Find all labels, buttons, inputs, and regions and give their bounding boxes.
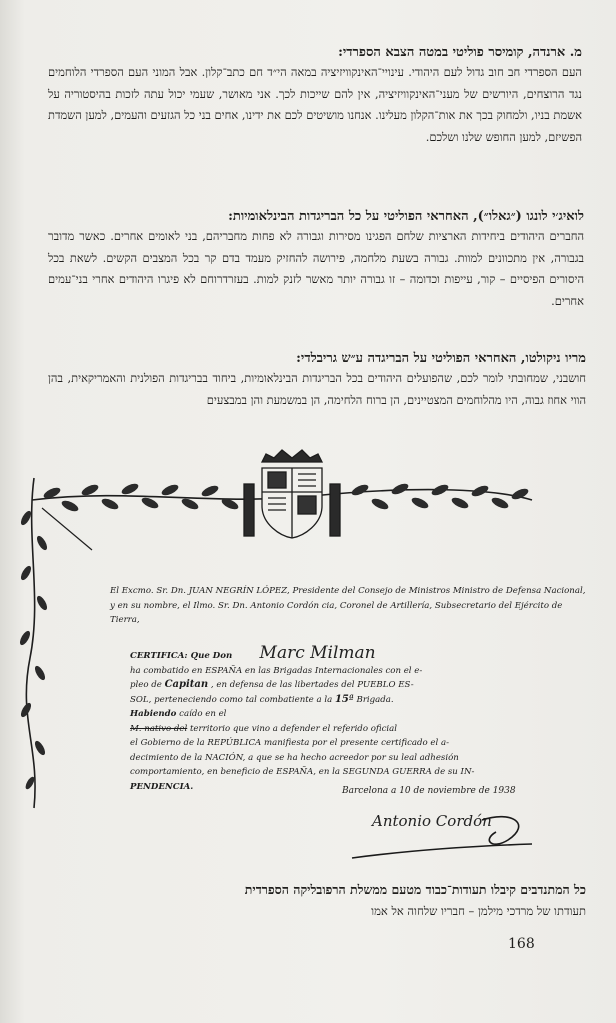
quote-longo xyxy=(48,208,584,312)
certificate-date: Barcelona a 10 de noviembre de 1938 xyxy=(342,786,516,796)
certificate-body xyxy=(130,643,590,794)
line-combatido: ha combatido en ESPAÑA en las Brigadas Internacionales con el e- xyxy=(130,665,423,676)
caido-text: caído en el xyxy=(179,709,227,719)
certifica-label: CERTIFICA: Que Don xyxy=(130,651,233,661)
line-pendencia: PENDENCIA. xyxy=(130,781,194,792)
line-empleo xyxy=(130,678,590,693)
speaker-aranda: מ. ארנדה, קומיסר פוליטי במטה הצבא הספרדי: xyxy=(338,45,582,60)
empleo-label: pleo de xyxy=(130,680,162,690)
quote-nicoletto-text: חושבני, שמחובתי לומר לכם, שהפועלים היהודים בכל הבריגדות הבינלאומיות, ביחוד בבריגדות הפולנית והאמריקאית, בהן הווי אחוז גבוה, היו מהלוחמים המצטיינים, הן ברוח הלחימה, הן במשמעת והן במבצעים xyxy=(48,371,586,407)
habiendo-label: Habiendo xyxy=(130,709,177,719)
brigada-label: SOL, perteneciendo como tal combatiente a la xyxy=(130,694,333,705)
certificate-intro: El Excmo. Sr. Dn. JUAN NEGRÍN LÓPEZ, Presidente del Consejo de Ministros Ministro de Defensa Nacional, y en su nombre, el Ilmo. Sr. Dn. Antonio Cordón cia, Coronel de Artillería, Subsecretario del Ejército de Tierra, xyxy=(110,586,586,625)
empleo-rest: , en defensa de las libertades del PUEBLO ES- xyxy=(210,680,414,690)
line-brigada xyxy=(130,693,590,708)
line-territorio xyxy=(130,722,590,737)
line-habiendo xyxy=(130,707,590,722)
struck-text: M. nativo del xyxy=(130,723,188,734)
line-gobierno: el Gobierno de la REPÚBLICA manifiesta por el presente certificado el a- xyxy=(130,738,450,748)
line-nacion: decimiento de la NACIÓN, a que se ha hecho acreedor por su leal adhesión xyxy=(130,752,459,763)
certifica-line xyxy=(130,643,590,664)
brigade-number: 15ª xyxy=(334,693,354,705)
brigada-suffix: Brigada. xyxy=(356,694,394,705)
caption-subtitle: תעודתו של מרדכי מילמן – חבריו שלחוה אל אמו xyxy=(371,904,586,918)
vine-border-icon xyxy=(18,478,92,808)
territorio-text: territorio que vino a defender el referido oficial xyxy=(189,723,398,734)
quote-aranda xyxy=(48,44,582,148)
line-comportamiento: comportamiento, en beneficio de ESPAÑA, en la SEGUNDA GUERRA de su IN- xyxy=(130,767,475,777)
quote-longo-text: החברים היהודים ביחידות הארציות שלחם הפגינו מסירות וגבורה לא פחות מחבריהם, בני לאומים אחרים. כאשר מדובר בגבורה, אין מתכוונים למוות. גבורה בשעת מלחמה, פירושה להחזיק מעמד בדם קר בכל המצבים הקשים. לשאת בכל היסורים הפיסיים – קור, עייפות וכדומה – זו גבורה יותר מאשר לזנק למות. בעזרדרוחם לא פיגרו היהודים אחרי בני־עמים אחרים. xyxy=(48,229,584,308)
rank-value: Capitan xyxy=(164,679,209,690)
certificate-image xyxy=(12,448,610,880)
caption-title: כל המתנדבים קיבלו תעודות־כבוד מטעם ממשלת הרפובליקה הספרדית xyxy=(244,882,586,897)
page-number: 168 xyxy=(508,936,535,952)
recipient-name: Marc Milman xyxy=(259,643,376,663)
speaker-nicoletto: מריו ניקולטו, האחראי הפוליטי על הבריגדה ע״ש גריבלדי: xyxy=(296,351,586,366)
quote-nicoletto xyxy=(48,350,586,411)
speaker-longo: לואיג׳י לונגו (״גאלו״), האחראי הפוליטי על כל הבריגדות הבינלאומיות: xyxy=(228,209,584,224)
certificate-signature: Antonio Cordón xyxy=(372,812,492,830)
quote-aranda-text: העם הספרדי חב חוב גדול לעם היהודי. עינויי־האינקוויזיציה במאה הי״ד חם כתב־קלון. אבל המוני העם הספרדי הלוחמים נגד הרוצחים, היורשים של מעני־האינקוויזיציה, אין להם שייכות לכך. אני מאושר, שעמי יכול עתה לזכות בהיסטוריה על אשמת בניו, ולמחוק בכך את אות־הקלון מעלינו. אנחנו מושיטים לכם את ידינו, אחים בני כל הגזעים והעמים, למען השמדת הפשיזם, למען החופש שלנו ושלכם. xyxy=(48,65,582,144)
